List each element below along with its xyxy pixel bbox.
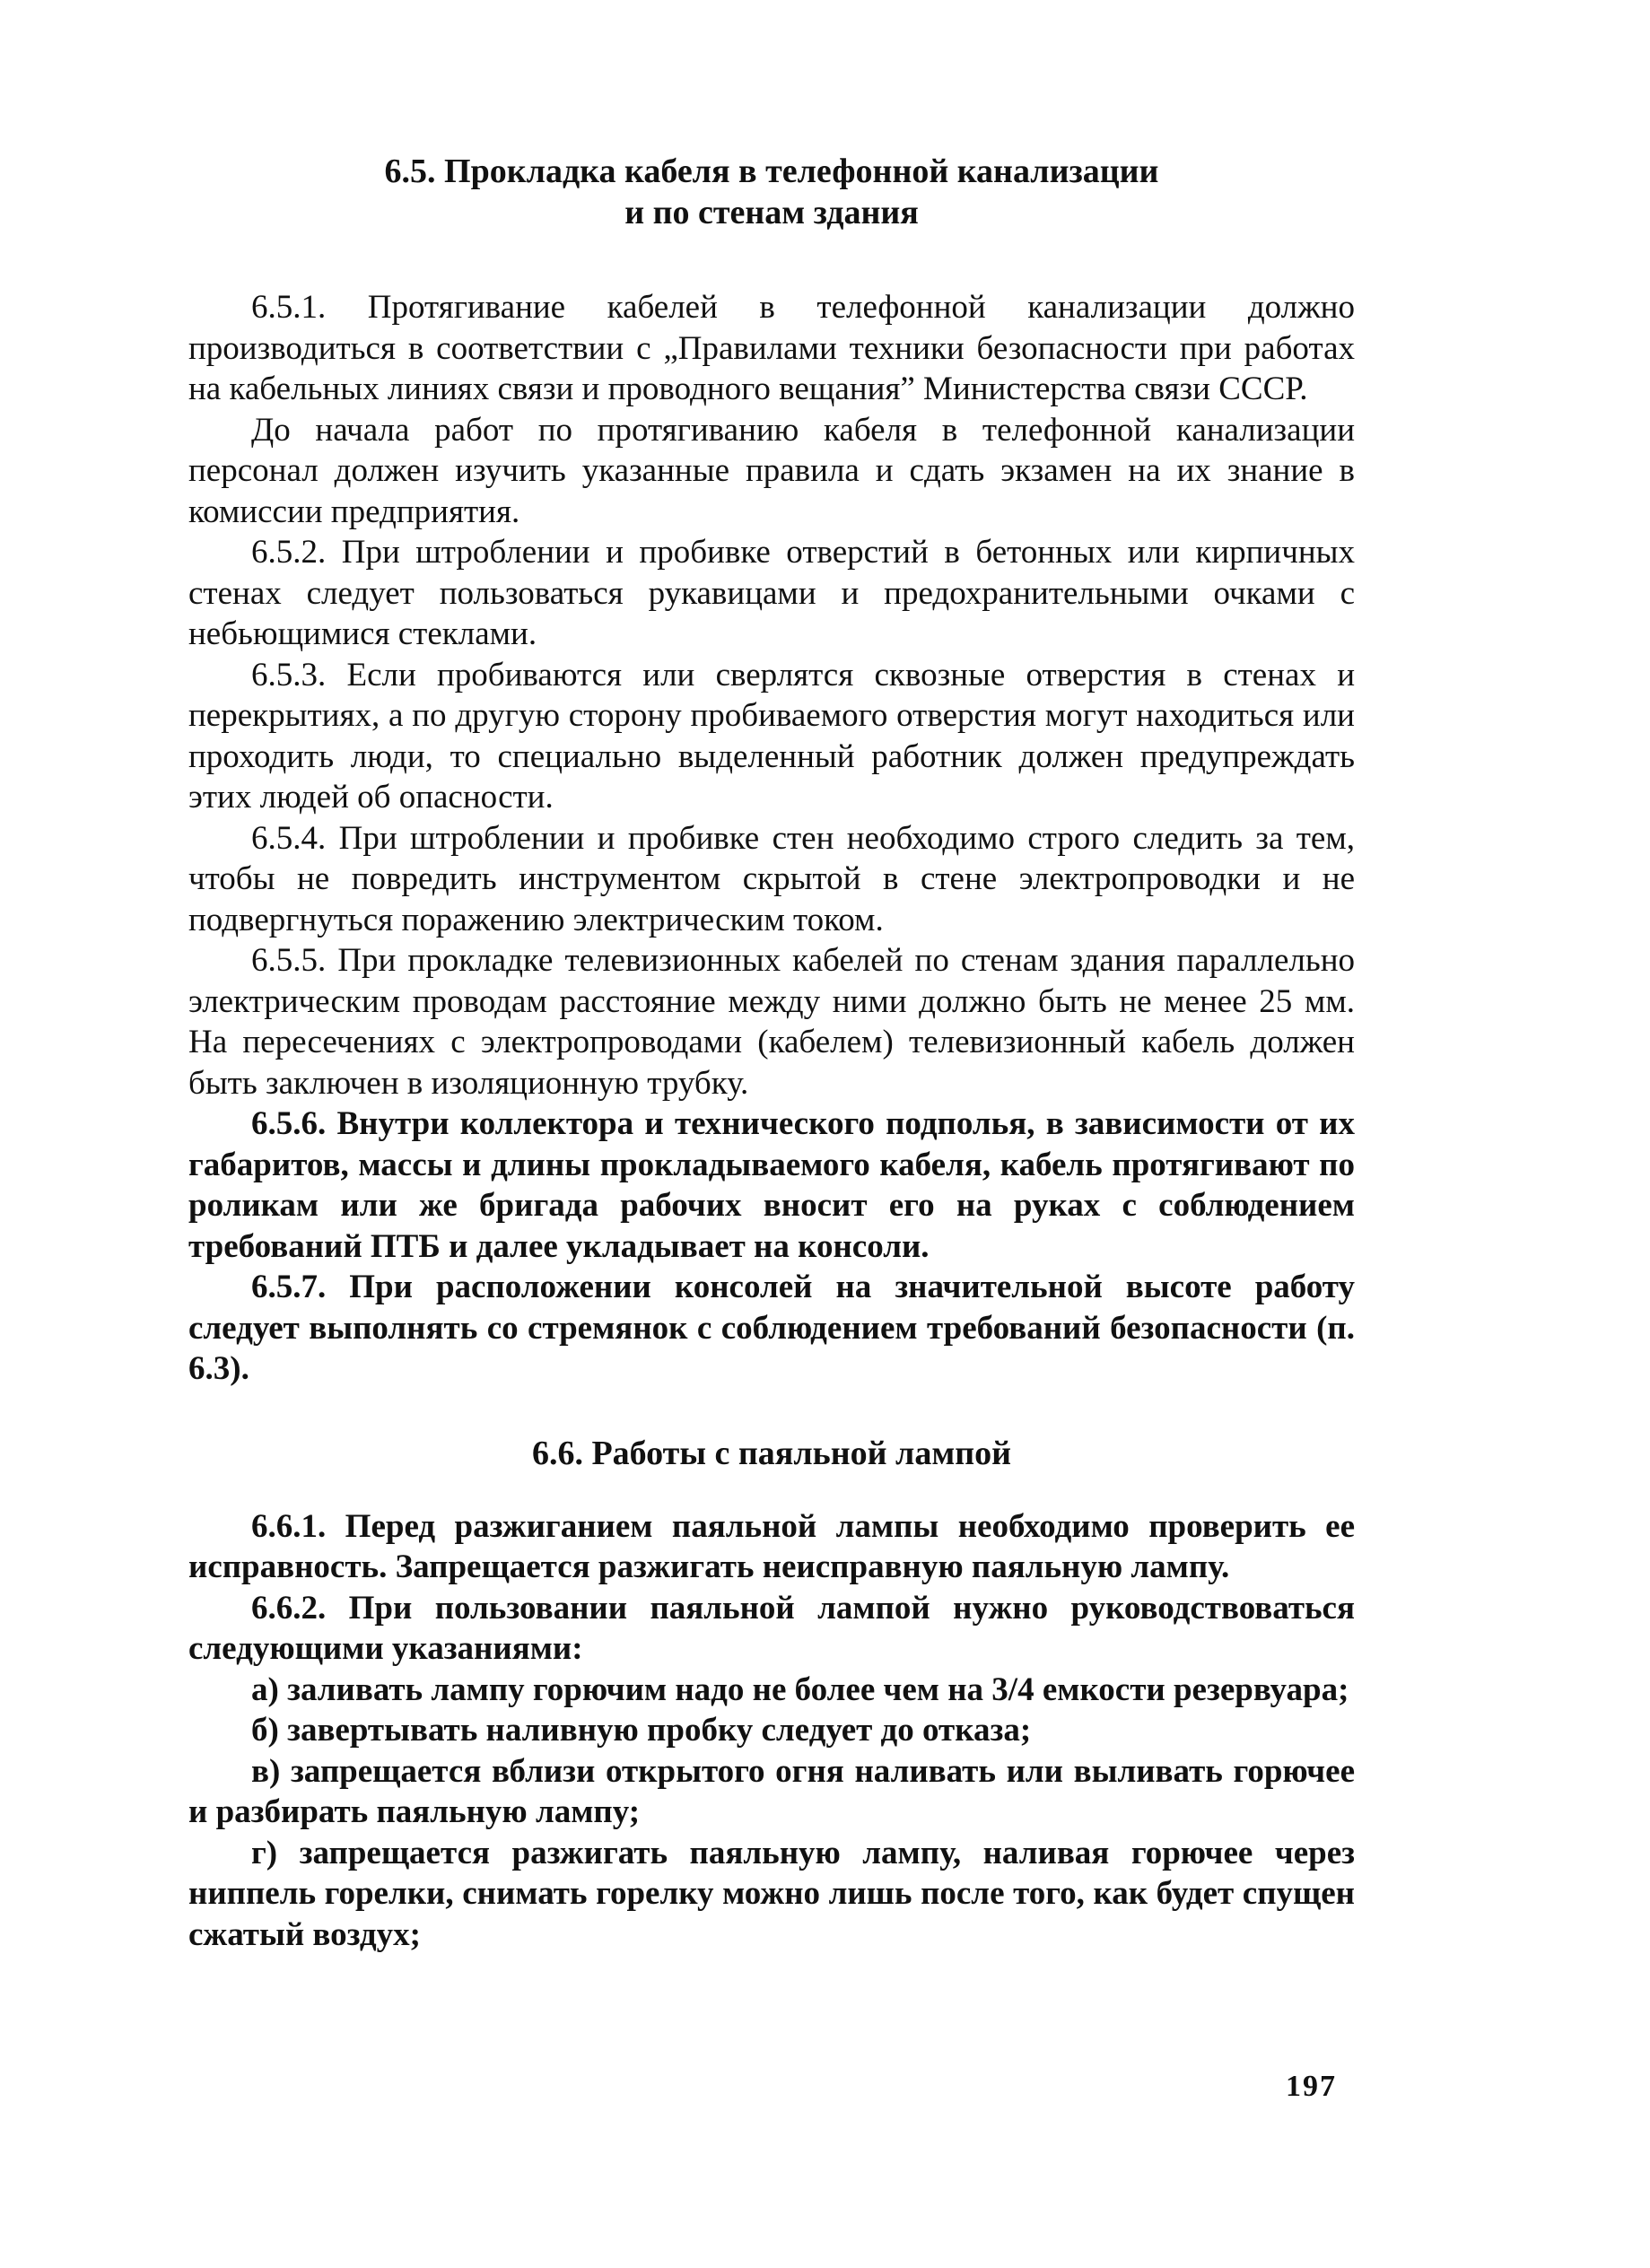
section-body-6-5	[188, 287, 1355, 1390]
list-item-v: в) запрещается вблизи открытого огня наливать или выливать горючее и разбирать паяльную лампу;	[188, 1752, 1355, 1830]
paragraph-6-5-1-continued: До начала работ по протягиванию кабеля в телефонной канализации персонал должен изучить указанные правила и сдать экзамен на их знание в комиссии предприятия.	[188, 411, 1355, 530]
page-number: 197	[1286, 2070, 1337, 2103]
paragraph-6-5-2: 6.5.2. При штроблении и пробивке отверстий в бетонных или кирпичных стенах следует пользоваться рукавицами и предохранительными очками с небьющимися стеклами.	[188, 534, 1355, 652]
list-item-g: г) запрещается разжигать паяльную лампу, наливая горючее через ниппель горелки, снимать горелку можно лишь после того, как будет спущен сжатый воздух;	[188, 1834, 1355, 1953]
section-heading-line-2: и по стенам здания	[624, 194, 919, 231]
paragraph-6-5-3: 6.5.3. Если пробиваются или сверлятся сквозные отверстия в стенах и перекрытиях, а по другую сторону пробиваемого отверстия могут находиться или проходить люди, то специально выделенный работник должен предупреждать этих людей об опасности.	[188, 656, 1355, 816]
paragraph-6-5-1: 6.5.1. Протягивание кабелей в телефонной канализации должно производиться в соответствии с „Правилами техники безопасности при работах на кабельных линиях связи и проводного вещания” Министерства связи СССР.	[188, 289, 1355, 407]
paragraph-6-5-7: 6.5.7. При расположении консолей на значительной высоте работу следует выполнять со стремянок с соблюдением требований безопасности (п. 6.3).	[188, 1269, 1355, 1387]
paragraph-6-5-4: 6.5.4. При штроблении и пробивке стен необходимо строго следить за тем, чтобы не повредить инструментом скрытой в стене электропроводки и не подвергнуться поражению электрическим током.	[188, 819, 1355, 938]
section-heading-6-6: 6.6. Работы с паяльной лампой	[531, 1434, 1012, 1472]
list-item-b: б) завертывать наливную пробку следует до отказа;	[251, 1712, 1032, 1749]
paragraph-6-5-6: 6.5.6. Внутри коллектора и технического подполья, в зависимости от их габаритов, массы и длины прокладываемого кабеля, кабель протягивают по роликам или же бригада рабочих вносит его на руках с соблюдением требований ПТБ и далее укладывает на консоли.	[188, 1105, 1355, 1265]
section-body-6-6	[188, 1506, 1355, 1956]
section-heading-line-1: 6.5. Прокладка кабеля в телефонной канализации	[384, 153, 1159, 190]
paragraph-6-6-2: 6.6.2. При пользовании паяльной лампой нужно руководствоваться следующими указаниями:	[188, 1589, 1355, 1667]
list-item-a: а) заливать лампу горючим надо не более чем на 3/4 емкости резервуара;	[251, 1670, 1349, 1708]
paragraph-6-6-1: 6.6.1. Перед разжиганием паяльной лампы необходимо проверить ее исправность. Запрещается разжигать неисправную паяльную лампу.	[188, 1507, 1355, 1585]
document-page	[188, 144, 1355, 2189]
paragraph-6-5-5: 6.5.5. При прокладке телевизионных кабелей по стенам здания параллельно электрическим проводам расстояние между ними должно быть не менее 25 мм. На пересечениях с электропроводами (кабелем) телевизионный кабель должен быть заключен в изоляционную трубку.	[188, 942, 1355, 1102]
section-heading-6-5	[188, 151, 1355, 233]
